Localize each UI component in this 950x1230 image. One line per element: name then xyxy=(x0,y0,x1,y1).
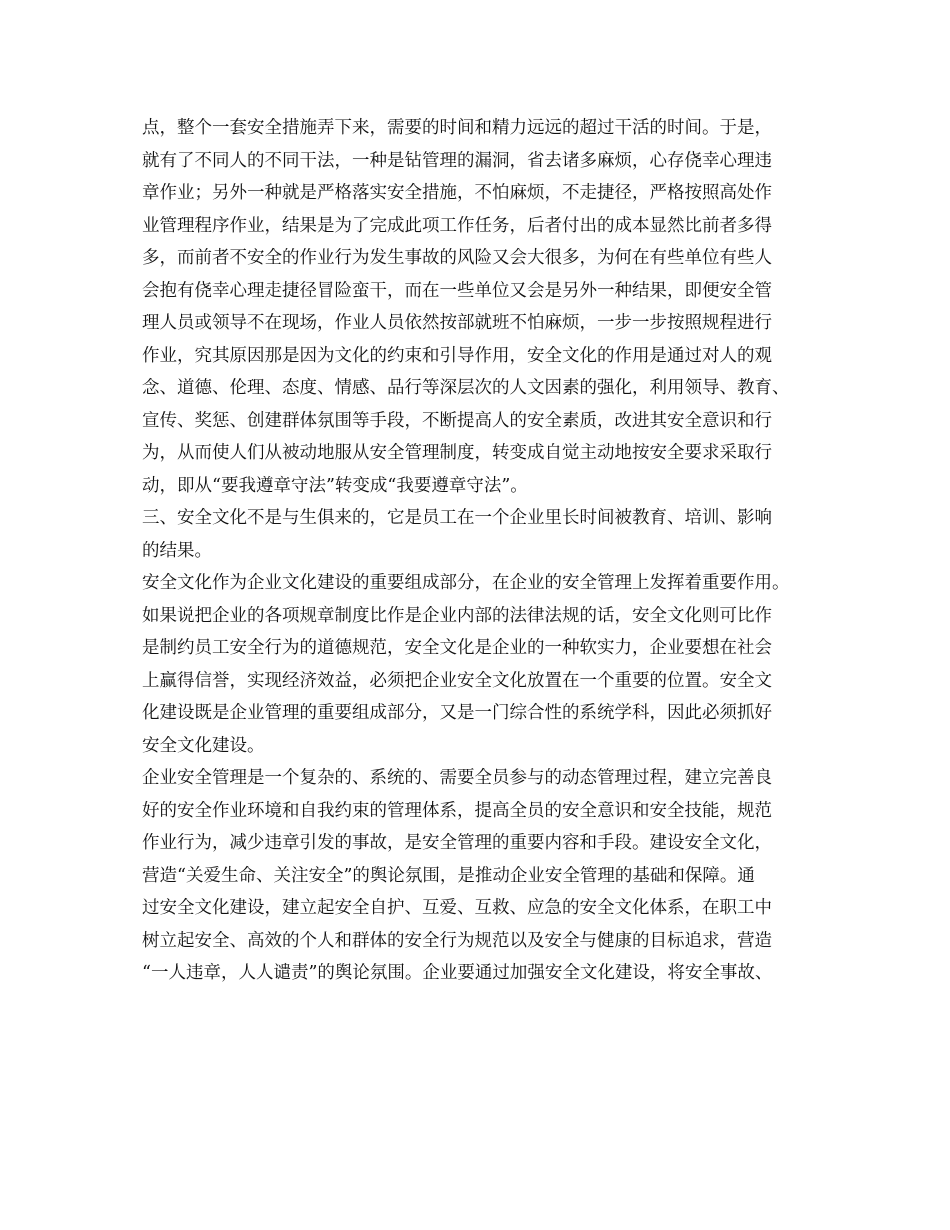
text-line: 为，从而使人们从被动地服从安全管理制度，转变成自觉主动地按安全要求采取行 xyxy=(142,443,772,463)
text-line: 好的安全作业环境和自我约束的管理体系，提高全员的安全意识和安全技能，规范 xyxy=(142,800,772,821)
text-line: 如果说把企业的各项规章制度比作是企业内部的法律法规的话，安全文化则可比作 xyxy=(142,605,772,626)
text-line: 点，整个一套安全措施弄下来，需要的时间和精力远远的超过干活的时间。于是， xyxy=(142,118,772,138)
document-body xyxy=(142,112,832,990)
text-line: 宣传、奖惩、创建群体氛围等手段，不断提高人的安全素质，改进其安全意识和行 xyxy=(142,410,772,431)
text-line: 多，而前者不安全的作业行为发生事故的风险又会大很多，为何在有些单位有些人 xyxy=(142,248,772,268)
text-line: 作业行为，减少违章引发的事故，是安全管理的重要内容和手段。建设安全文化， xyxy=(142,833,772,853)
text-line: 理人员或领导不在现场，作业人员依然按部就班不怕麻烦，一步一步按照规程进行 xyxy=(142,313,772,333)
text-line: 章作业；另外一种就是严格落实安全措施，不怕麻烦，不走捷径，严格按照高处作 xyxy=(142,183,772,203)
section-heading-line: 的结果。 xyxy=(142,540,212,561)
text-line: 会抱有侥幸心理走捷径冒险蛮干，而在一些单位又会是另外一种结果，即便安全管 xyxy=(142,280,772,301)
text-line: 企业安全管理是一个复杂的、系统的、需要全员参与的动态管理过程，建立完善良 xyxy=(142,768,772,788)
text-line: 动，即从“要我遵章守法”转变成“我要遵章守法”。 xyxy=(142,475,528,496)
text-line: 树立起安全、高效的个人和群体的安全行为规范以及安全与健康的目标追求，营造 xyxy=(142,930,772,951)
text-line: “一人违章，人人谴责”的舆论氛围。企业要通过加强安全文化建设，将安全事故、 xyxy=(142,963,773,983)
text-line: 念、道德、伦理、态度、情感、品行等深层次的人文因素的强化，利用领导、教育、 xyxy=(142,378,790,398)
text-line: 安全文化作为企业文化建设的重要组成部分，在企业的安全管理上发挥着重要作用。 xyxy=(142,573,790,593)
text-line: 营造“关爱生命、关注安全”的舆论氛围，是推动企业安全管理的基础和保障。通 xyxy=(142,865,755,886)
text-line: 就有了不同人的不同干法，一种是钻管理的漏洞，省去诸多麻烦，心存侥幸心理违 xyxy=(142,150,772,171)
text-line: 是制约员工安全行为的道德规范，安全文化是企业的一种软实力，企业要想在社会 xyxy=(142,638,772,658)
section-heading-line: 三、安全文化不是与生俱来的，它是员工在一个企业里长时间被教育、培训、影响 xyxy=(142,508,772,528)
text-line: 上赢得信誉，实现经济效益，必须把企业安全文化放置在一个重要的位置。安全文 xyxy=(142,670,772,691)
text-line: 安全文化建设。 xyxy=(142,735,265,756)
text-line: 过安全文化建设，建立起安全自护、互爱、互救、应急的安全文化体系，在职工中 xyxy=(142,898,772,918)
text-line: 作业，究其原因那是因为文化的约束和引导作用，安全文化的作用是通过对人的观 xyxy=(142,345,772,366)
text-line: 业管理程序作业，结果是为了完成此项工作任务，后者付出的成本显然比前者多得 xyxy=(142,215,772,236)
text-line: 化建设既是企业管理的重要组成部分，又是一门综合性的系统学科，因此必须抓好 xyxy=(142,703,772,723)
